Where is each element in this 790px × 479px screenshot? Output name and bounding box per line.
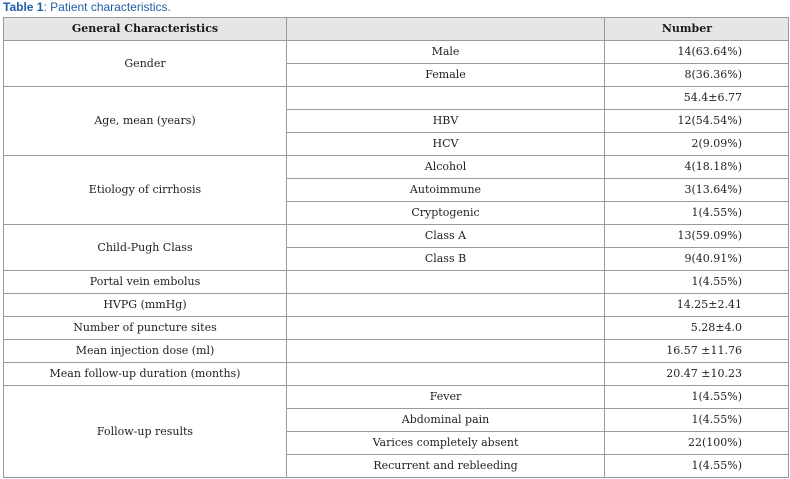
number-value-cell: 1(4.55%) [605,409,789,432]
number-value-cell: 1(4.55%) [605,386,789,409]
subcategory-cell [287,340,605,363]
table-caption-text: : Patient characteristics. [43,0,171,14]
table-caption-label: Table 1 [3,0,44,14]
table-row [4,41,789,64]
number-value-cell: 9(40.91%) [605,248,789,271]
subcategory-cell: Alcohol [287,156,605,179]
characteristic-name-cell: Gender [4,41,287,87]
subcategory-cell [287,271,605,294]
number-value-cell: 14.25±2.41 [605,294,789,317]
number-value-cell: 54.4±6.77 [605,87,789,110]
characteristic-name-cell: Etiology of cirrhosis [4,156,287,225]
number-value-cell: 16.57 ±11.76 [605,340,789,363]
table-row [4,317,789,340]
subcategory-cell: Recurrent and rebleeding [287,455,605,478]
number-value-cell: 5.28±4.0 [605,317,789,340]
number-value-cell: 4(18.18%) [605,156,789,179]
subcategory-cell [287,363,605,386]
characteristic-name-cell: Follow-up results [4,386,287,478]
subcategory-cell: Class A [287,225,605,248]
number-value-cell: 14(63.64%) [605,41,789,64]
number-value-cell: 20.47 ±10.23 [605,363,789,386]
subcategory-cell: Autoimmune [287,179,605,202]
subcategory-cell: HCV [287,133,605,156]
subcategory-cell: Varices completely absent [287,432,605,455]
number-value-cell: 1(4.55%) [605,271,789,294]
number-value-cell: 2(9.09%) [605,133,789,156]
number-value-cell: 3(13.64%) [605,179,789,202]
subcategory-cell [287,87,605,110]
subcategory-cell [287,317,605,340]
subcategory-cell: Abdominal pain [287,409,605,432]
number-value-cell: 1(4.55%) [605,202,789,225]
subcategory-cell: Male [287,41,605,64]
characteristic-name-cell: Mean follow-up duration (months) [4,363,287,386]
table-row [4,386,789,409]
characteristic-name-cell: Age, mean (years) [4,87,287,156]
subcategory-cell: Female [287,64,605,87]
subcategory-cell: HBV [287,110,605,133]
subcategory-cell: Class B [287,248,605,271]
table-row [4,340,789,363]
table-row [4,87,789,110]
number-value-cell: 12(54.54%) [605,110,789,133]
subcategory-cell: Cryptogenic [287,202,605,225]
table-body [4,41,789,478]
characteristic-name-cell: Mean injection dose (ml) [4,340,287,363]
number-value-cell: 22(100%) [605,432,789,455]
subcategory-cell: Fever [287,386,605,409]
table-header-row [4,18,789,41]
table-row [4,156,789,179]
header-general-characteristics: General Characteristics [4,18,287,41]
table-row [4,225,789,248]
table-row [4,294,789,317]
characteristic-name-cell: Portal vein embolus [4,271,287,294]
characteristic-name-cell: Child-Pugh Class [4,225,287,271]
header-subcategory [287,18,605,41]
table-row [4,363,789,386]
number-value-cell: 8(36.36%) [605,64,789,87]
number-value-cell: 1(4.55%) [605,455,789,478]
patient-characteristics-table [3,17,789,478]
number-value-cell: 13(59.09%) [605,225,789,248]
table-row [4,271,789,294]
subcategory-cell [287,294,605,317]
table-caption [3,0,171,14]
characteristic-name-cell: Number of puncture sites [4,317,287,340]
characteristic-name-cell: HVPG (mmHg) [4,294,287,317]
header-number: Number [605,18,789,41]
